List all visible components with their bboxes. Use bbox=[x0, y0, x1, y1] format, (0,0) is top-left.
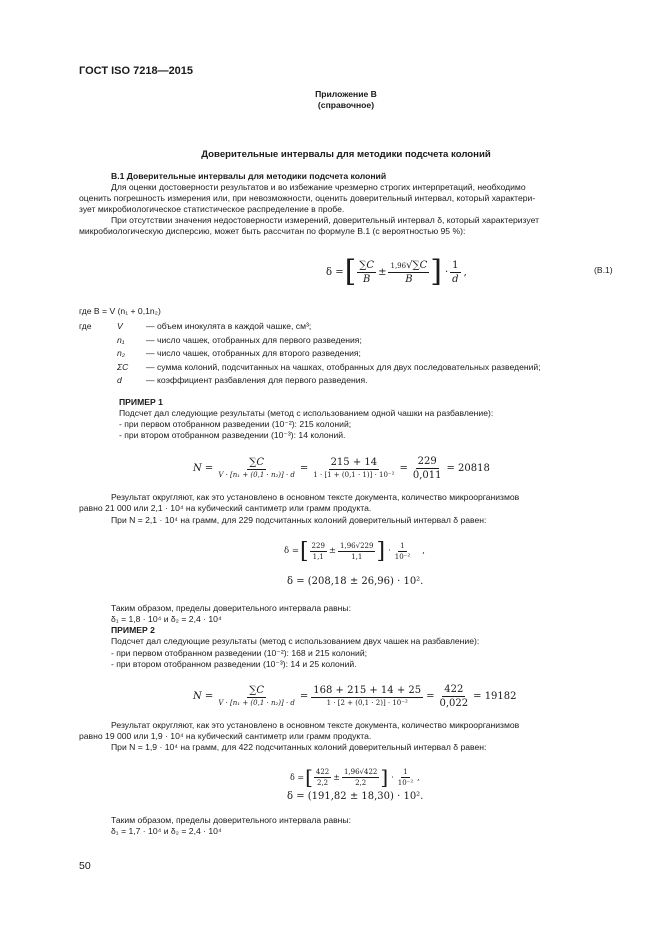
example1-line: Подсчет дал следующие результаты (метод с использованием одной чашки на разбавление): bbox=[119, 408, 494, 418]
example1-ci-line: При N = 2,1 · 10⁴ на грамм, для 229 подсчитанных колоний доверительный интервал δ равен: bbox=[111, 515, 487, 525]
section-title: Доверительные интервалы для методики подсчета колоний bbox=[201, 149, 491, 160]
example1-line: - при первом отобранном разведении (10⁻²): 215 колоний; bbox=[119, 419, 352, 429]
example1-formula-result: δ = (208,18 ± 26,96) · 10². bbox=[287, 576, 424, 587]
where-b: где B = V (n₁ + 0,1n₂) bbox=[79, 306, 161, 316]
example2-limits: δ₁ = 1,7 · 10⁴ и δ₂ = 2,4 · 10⁴ bbox=[111, 826, 222, 836]
paragraph-line: При отсутствии значения недостоверности измерений, доверительный интервал δ, который характеризует bbox=[111, 215, 540, 225]
formula-b1-frac2: $\frac{1,96√\sum C}{B}$ bbox=[390, 259, 428, 285]
appendix-title: Приложение В bbox=[315, 89, 377, 99]
formula-b1: δ = [ $\frac{\sum C}{B}$ ± $\frac{1,96√\sum C}{B}$ ] · $\frac{1}{d}$ , bbox=[326, 254, 467, 289]
example2-line: - при втором отобранном разведении (10⁻³): 14 и 25 колоний. bbox=[111, 659, 357, 669]
example2-result-line: Результат округляют, как это установлено в основном тексте документа, количество микроорганизмов bbox=[111, 720, 520, 730]
example1-limits-intro: Таким образом, пределы доверительного интервала равны: bbox=[111, 603, 351, 613]
example2-formula-result: δ = (191,82 ± 18,30) · 10². bbox=[287, 791, 424, 802]
definition-symbol: ΣC bbox=[117, 362, 129, 372]
subsection-heading: В.1 Доверительные интервалы для методики подсчета колоний bbox=[111, 171, 387, 181]
example2-limits-intro: Таким образом, пределы доверительного интервала равны: bbox=[111, 815, 351, 825]
example1-result-line: Результат округляют, как это установлено в основном тексте документа, количество микроорганизмов bbox=[111, 492, 520, 502]
definition-symbol: n₂ bbox=[117, 348, 126, 358]
definition-symbol: d bbox=[117, 375, 122, 385]
example2-line: Подсчет дал следующие результаты (метод с использованием двух чашек на разбавление): bbox=[111, 636, 480, 646]
definition-symbol: n₁ bbox=[117, 335, 125, 345]
paragraph-line: микробиологическую дисперсию, может быть рассчитан по формуле В.1 (с вероятностью 95 %): bbox=[79, 226, 466, 236]
page-number: 50 bbox=[79, 860, 91, 872]
formula-b1-delta: δ = bbox=[326, 266, 344, 278]
formula-b1-frac1: $\frac{\sum C}{B}$ bbox=[359, 259, 375, 285]
definition-text: — число чашек, отобранных для первого разведения; bbox=[146, 335, 362, 345]
example2-line: - при первом отобранном разведении (10⁻²): 168 и 215 колоний; bbox=[111, 648, 368, 658]
definition-lead: где bbox=[79, 321, 92, 331]
example1-result-line: равно 21 000 или 2,1 · 10⁴ на кубический сантиметр или грамм продукта. bbox=[79, 503, 372, 513]
paragraph-line: оценить погрешность измерения или, при невозможности, оценить доверительный интервал, который характери- bbox=[79, 193, 536, 203]
example2-formula-delta: δ = [ $\frac{422}{2,2}$ ± $\frac{1,96√422}{2,2}$ ] · $\frac{1}{\text{10⁻²}}$ , bbox=[290, 765, 420, 789]
example1-line: - при втором отобранном разведении (10⁻³): 14 колоний. bbox=[119, 430, 346, 440]
example2-formula-n: N = $\frac{\sum C}{\text{V · [n₁ + (0,1 · n₂)] · d}}$ = $\frac{168 + 215 + 14 + 25}{\text{1 · [2 + (0,1 · 2)] · 10⁻²}}$ = $\frac{422}{0,022}$ = 19182 bbox=[193, 683, 517, 709]
example1-formula-delta: δ = [ $\frac{229}{1,1}$ ± $\frac{1,96√229}{1,1}$ ] · $\frac{1}{\text{10⁻²}}$ , bbox=[284, 538, 425, 564]
example2-ci-line: При N = 1,9 · 10⁴ на грамм, для 422 подсчитанных колоний доверительный интервал δ равен: bbox=[111, 742, 487, 752]
definition-text: — объем инокулята в каждой чашке, см³; bbox=[146, 321, 312, 331]
example2-result-line: равно 19 000 или 1,9 · 10⁴ на кубический сантиметр или грамм продукта. bbox=[79, 731, 372, 741]
definition-text: — число чашек, отобранных для второго разведения; bbox=[146, 348, 361, 358]
formula-number: (В.1) bbox=[594, 265, 613, 275]
definition-text: — сумма колоний, подсчитанных на чашках, отобранных для двух последовательных разведений; bbox=[146, 362, 541, 372]
formula-b1-frac3: $\frac{1}{d}$ bbox=[452, 259, 459, 285]
document-id: ГОСТ ISO 7218—2015 bbox=[79, 65, 194, 77]
definition-text: — коэффициент разбавления для первого разведения. bbox=[146, 375, 368, 385]
definition-symbol: V bbox=[117, 321, 123, 331]
appendix-subtitle: (справочное) bbox=[317, 100, 375, 110]
example1-formula-n: N = $\frac{\sum C}{\text{V · [n₁ + (0,1 · n₂)] · d}}$ = $\frac{215 + 14}{\text{1 · [1 + (0,1 · 1)] · 10⁻²}}$ = $\frac{229}{0,011}$ = 20818 bbox=[193, 455, 490, 481]
paragraph-line: Для оценки достоверности результатов и во избежание чрезмерно строгих интерпретаций, необходимо bbox=[111, 182, 526, 192]
paragraph-line: зует микробиологическое статистическое распределение в пробе. bbox=[79, 204, 345, 214]
example2-heading: ПРИМЕР 2 bbox=[111, 625, 155, 635]
example1-limits: δ₁ = 1,8 · 10⁴ и δ₂ = 2,4 · 10⁴ bbox=[111, 614, 222, 624]
example1-heading: ПРИМЕР 1 bbox=[119, 397, 163, 407]
